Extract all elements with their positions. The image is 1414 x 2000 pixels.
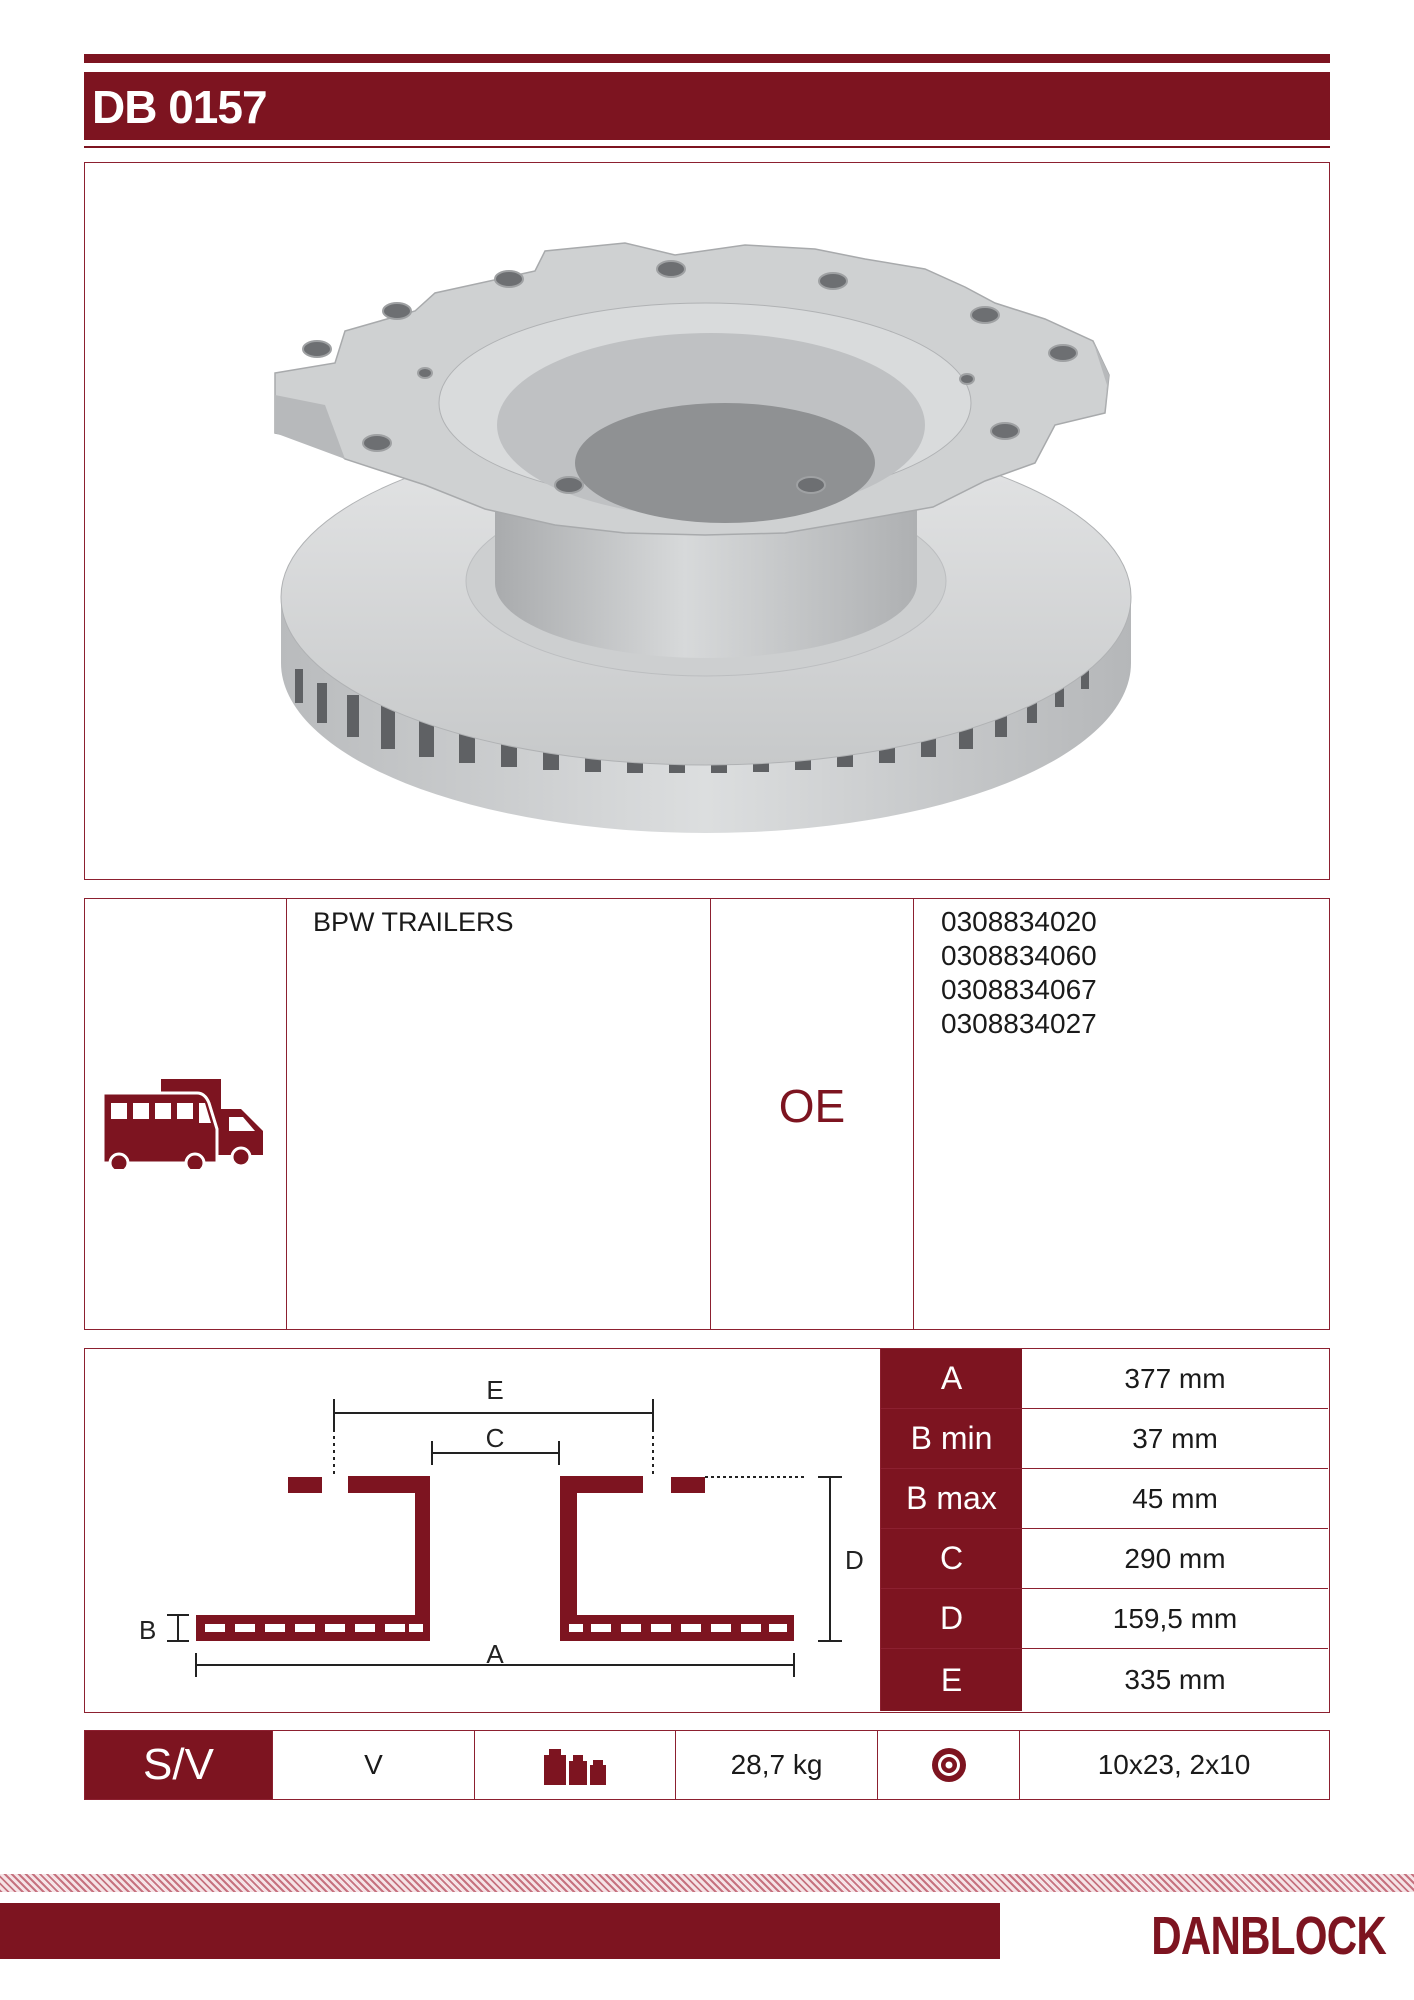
vehicle-make: BPW TRAILERS [313, 907, 514, 937]
dimension-key: A [881, 1349, 1022, 1408]
product-code: DB 0157 [92, 81, 267, 133]
dimension-row [881, 1589, 1328, 1649]
dimension-row [881, 1349, 1328, 1409]
dimension-value: 37 mm [1132, 1422, 1218, 1454]
oe-number: 0308834027 [941, 1008, 1097, 1039]
footer-bar [0, 1903, 1414, 1966]
holes-icon-cell [878, 1731, 1020, 1799]
oe-number: 0308834067 [941, 974, 1097, 1005]
dimension-key: B min [881, 1409, 1022, 1468]
oe-numbers-list [941, 905, 1097, 1041]
sv-value: V [273, 1731, 475, 1799]
header-top-rule [84, 54, 1330, 63]
diagram-label-b: B [139, 1615, 157, 1645]
weights-icon [542, 1745, 608, 1785]
diagram-label-d: D [845, 1545, 864, 1575]
dimension-key: E [881, 1649, 1022, 1711]
bolt-circle-icon [929, 1745, 969, 1785]
dimension-value: 45 mm [1132, 1482, 1218, 1514]
application-table [84, 898, 1330, 1330]
holes-value: 10x23, 2x10 [1097, 1749, 1251, 1780]
dimension-row [881, 1529, 1328, 1589]
dimension-value: 159,5 mm [1112, 1602, 1238, 1634]
header-bar [84, 72, 1330, 140]
vehicle-type-cell [85, 899, 287, 1329]
weight-value: 28,7 kg [676, 1731, 878, 1799]
oe-label-cell [711, 899, 914, 1329]
dimension-value: 335 mm [1124, 1664, 1226, 1695]
brand-logo [1000, 1903, 1414, 1966]
brake-disc-image [85, 163, 1328, 878]
header-bottom-rule [84, 146, 1330, 148]
footer-pattern [0, 1874, 1414, 1892]
disc-section-shape [196, 1476, 794, 1641]
diagram-label-a: A [486, 1639, 504, 1669]
oe-number: 0308834020 [941, 906, 1097, 937]
dimension-value: 377 mm [1124, 1362, 1226, 1394]
diagram-label-c: C [485, 1423, 505, 1453]
bus-and-truck-icon [101, 1069, 271, 1169]
oe-label: OE [778, 1080, 846, 1132]
dimension-key: D [881, 1589, 1022, 1648]
product-image-frame [84, 162, 1330, 880]
dimensions-section [84, 1348, 1330, 1713]
dimension-row [881, 1649, 1328, 1711]
dimension-value: 290 mm [1124, 1542, 1226, 1574]
disc-cross-section-diagram [85, 1349, 880, 1711]
dimension-key: B max [881, 1469, 1022, 1528]
dimension-row [881, 1469, 1328, 1529]
dimension-key: C [881, 1529, 1022, 1588]
weight-icon-cell [475, 1731, 676, 1799]
sv-label: S/V [85, 1731, 273, 1799]
brand-name: DANBLOCK [1151, 1906, 1386, 1966]
oe-number: 0308834060 [941, 940, 1097, 971]
diagram-label-e: E [486, 1375, 504, 1405]
specs-row [84, 1730, 1330, 1800]
dimension-table [880, 1349, 1328, 1711]
dimension-row [881, 1409, 1328, 1469]
make-cell [287, 899, 711, 1329]
